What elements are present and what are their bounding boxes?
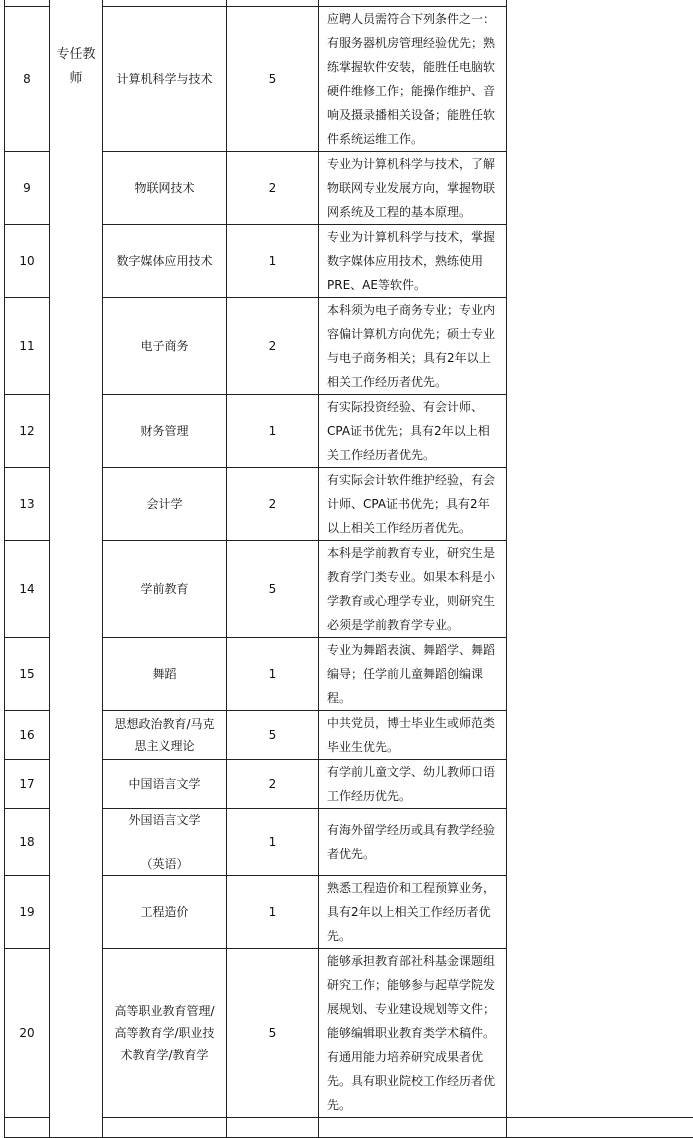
requirement-cell: 专业为计算机科学与技术，掌握数字媒体应用技术，熟练使用PRE、AE等软件。: [319, 225, 507, 298]
row-number: 13: [5, 468, 50, 541]
requirement-cell: 应聘人员需符合下列条件之一：有服务器机房管理经验优先；熟练掌握软件安装，能胜任电脑软硬件维修工作；能操作维护、音响及摄录播相关设备；能胜任软件系统运维工作。: [319, 7, 507, 152]
category-cell: 专任教 师: [50, 0, 103, 1138]
headcount-cell: 1: [227, 395, 319, 468]
row-number: 11: [5, 298, 50, 395]
requirement-cell: 专业为计算机科学与技术，了解物联网专业发展方向，掌握物联网系统及工程的基本原理。: [319, 152, 507, 225]
table-row: [5, 711, 693, 760]
headcount-cell: 1: [227, 876, 319, 949]
major-cell: 计算机科学与技术: [103, 7, 227, 152]
recruitment-table: [4, 0, 693, 1138]
major-cell: 思想政治教育/马克 思主义理论: [103, 711, 227, 760]
headcount-cell: 1: [227, 809, 319, 876]
headcount-cell: 2: [227, 760, 319, 809]
major-cell: 外国语言文学 （英语）: [103, 809, 227, 876]
row-number: 19: [5, 876, 50, 949]
row-number: 8: [5, 7, 50, 152]
table-row: [5, 298, 693, 395]
requirement-cell: 有实际投资经验、有会计师、CPA证书优先；具有2年以上相关工作经历者优先。: [319, 395, 507, 468]
row-number: 18: [5, 809, 50, 876]
row-number: 15: [5, 638, 50, 711]
table-row: [5, 760, 693, 809]
headcount-cell: 5: [227, 949, 319, 1118]
table-row: [5, 468, 693, 541]
headcount-cell: 2: [227, 298, 319, 395]
row-number: 16: [5, 711, 50, 760]
table-row: [5, 152, 693, 225]
requirement-cell: 有学前儿童文学、幼儿教师口语工作经历优先。: [319, 760, 507, 809]
requirement-cell: 能够承担教育部社科基金课题组研究工作；能够参与起草学院发展规划、专业建设规划等文件；能够编辑职业教育类学术稿件。有通用能力培养研究成果者优先。具有职业院校工作经历者优先。: [319, 949, 507, 1118]
headcount-cell: 1: [227, 225, 319, 298]
row-number: 10: [5, 225, 50, 298]
major-cell: 舞蹈: [103, 638, 227, 711]
row-number: 20: [5, 949, 50, 1118]
major-cell: 工程造价: [103, 876, 227, 949]
major-cell: 高等职业教育管理/ 高等教育学/职业技 术教育学/教育学: [103, 949, 227, 1118]
table-row: [5, 809, 693, 876]
major-cell: 物联网技术: [103, 152, 227, 225]
requirement-cell: 熟悉工程造价和工程预算业务，具有2年以上相关工作经历者优先。: [319, 876, 507, 949]
headcount-cell: 2: [227, 468, 319, 541]
headcount-cell: 5: [227, 7, 319, 152]
headcount-cell: 1: [227, 638, 319, 711]
headcount-cell: 2: [227, 152, 319, 225]
table-row: [5, 7, 693, 152]
requirement-cell: 本科须为电子商务专业；专业内容偏计算机方向优先；硕士专业与电子商务相关；具有2年以上相关工作经历者优先。: [319, 298, 507, 395]
table-row: [5, 638, 693, 711]
requirement-cell: 中共党员，博士毕业生或师范类毕业生优先。: [319, 711, 507, 760]
major-cell: 学前教育: [103, 541, 227, 638]
table-row: [5, 395, 693, 468]
major-cell: 数字媒体应用技术: [103, 225, 227, 298]
major-cell: 会计学: [103, 468, 227, 541]
headcount-cell: 5: [227, 541, 319, 638]
table-row: [5, 876, 693, 949]
requirement-cell: 本科是学前教育专业，研究生是教育学门类专业。如果本科是小学教育或心理学专业，则研究生必须是学前教育学专业。: [319, 541, 507, 638]
row-number: 14: [5, 541, 50, 638]
requirement-cell: 专业为舞蹈表演、舞蹈学、舞蹈编导；任学前儿童舞蹈创编课程。: [319, 638, 507, 711]
major-cell: 中国语言文学: [103, 760, 227, 809]
table-row: [5, 949, 693, 1118]
major-cell: 财务管理: [103, 395, 227, 468]
row-number: 12: [5, 395, 50, 468]
row-number: 9: [5, 152, 50, 225]
row-number: 17: [5, 760, 50, 809]
requirement-cell: 有实际会计软件维护经验，有会计师、CPA证书优先；具有2年以上相关工作经历者优先。: [319, 468, 507, 541]
headcount-cell: 5: [227, 711, 319, 760]
major-cell: 电子商务: [103, 298, 227, 395]
table-row: [5, 541, 693, 638]
table-row: [5, 225, 693, 298]
requirement-cell: 有海外留学经历或具有教学经验者优先。: [319, 809, 507, 876]
table-row-partial: [5, 1118, 693, 1138]
